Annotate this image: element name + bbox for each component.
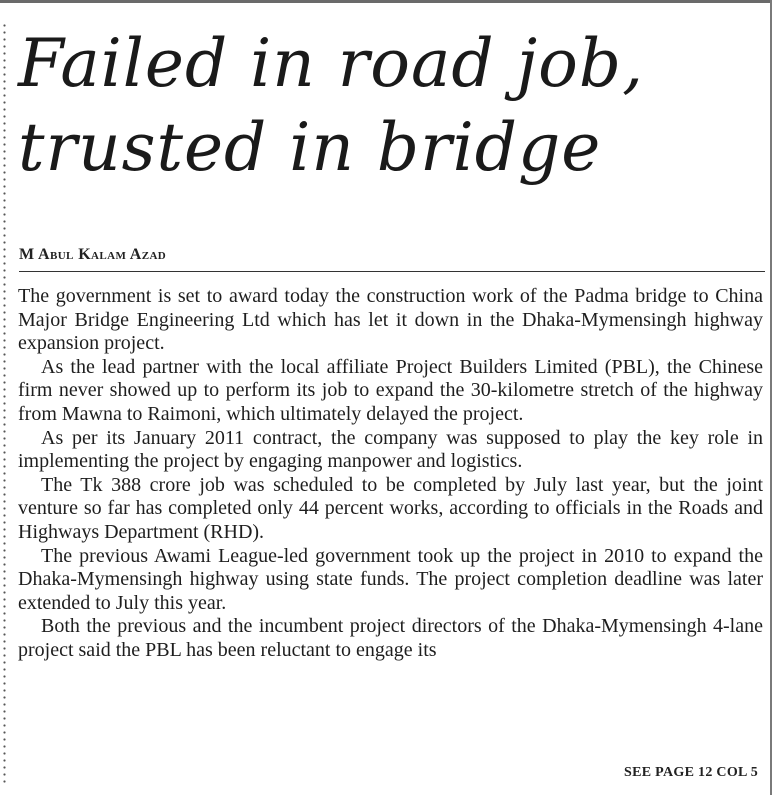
paragraph-3: As per its January 2011 contract, the company was supposed to play the key role in implementing the project by engaging manpower and logistics. xyxy=(18,426,763,473)
byline-divider xyxy=(19,271,765,272)
dotted-column-divider xyxy=(3,22,6,787)
headline-line-2: trusted in bridge xyxy=(18,109,602,186)
paragraph-5: The previous Awami League-led government took up the project in 2010 to expand the Dhaka-Mymensingh highway using state funds. The project completion deadline was later extended to July this year. xyxy=(18,544,763,614)
headline xyxy=(18,22,763,190)
paragraph-4: The Tk 388 crore job was scheduled to be completed by July last year, but the joint venture so far has completed only 44 percent works, according to officials in the Roads and Highways Department (RHD). xyxy=(18,473,763,543)
headline-line-1: Failed in road job, xyxy=(18,25,645,102)
continued-on-page-note: SEE PAGE 12 COL 5 xyxy=(624,765,758,780)
article-body xyxy=(18,285,763,663)
top-border-rule xyxy=(0,0,772,3)
paragraph-2: As the lead partner with the local affiliate Project Builders Limited (PBL), the Chinese firm never showed up to perform its job to expand the 30-kilometre stretch of the highway from Mawna to Raimoni, which ultimately delayed the project. xyxy=(18,355,763,425)
byline: M Abul Kalam Azad xyxy=(19,246,167,263)
paragraph-6: Both the previous and the incumbent project directors of the Dhaka-Mymensingh 4-lane project said the PBL has been reluctant to engage its xyxy=(18,615,763,661)
paragraph-1: The government is set to award today the construction work of the Padma bridge to China Major Bridge Engineering Ltd which has let it down in the Dhaka-Mymensingh highway expansion project. xyxy=(18,285,763,355)
